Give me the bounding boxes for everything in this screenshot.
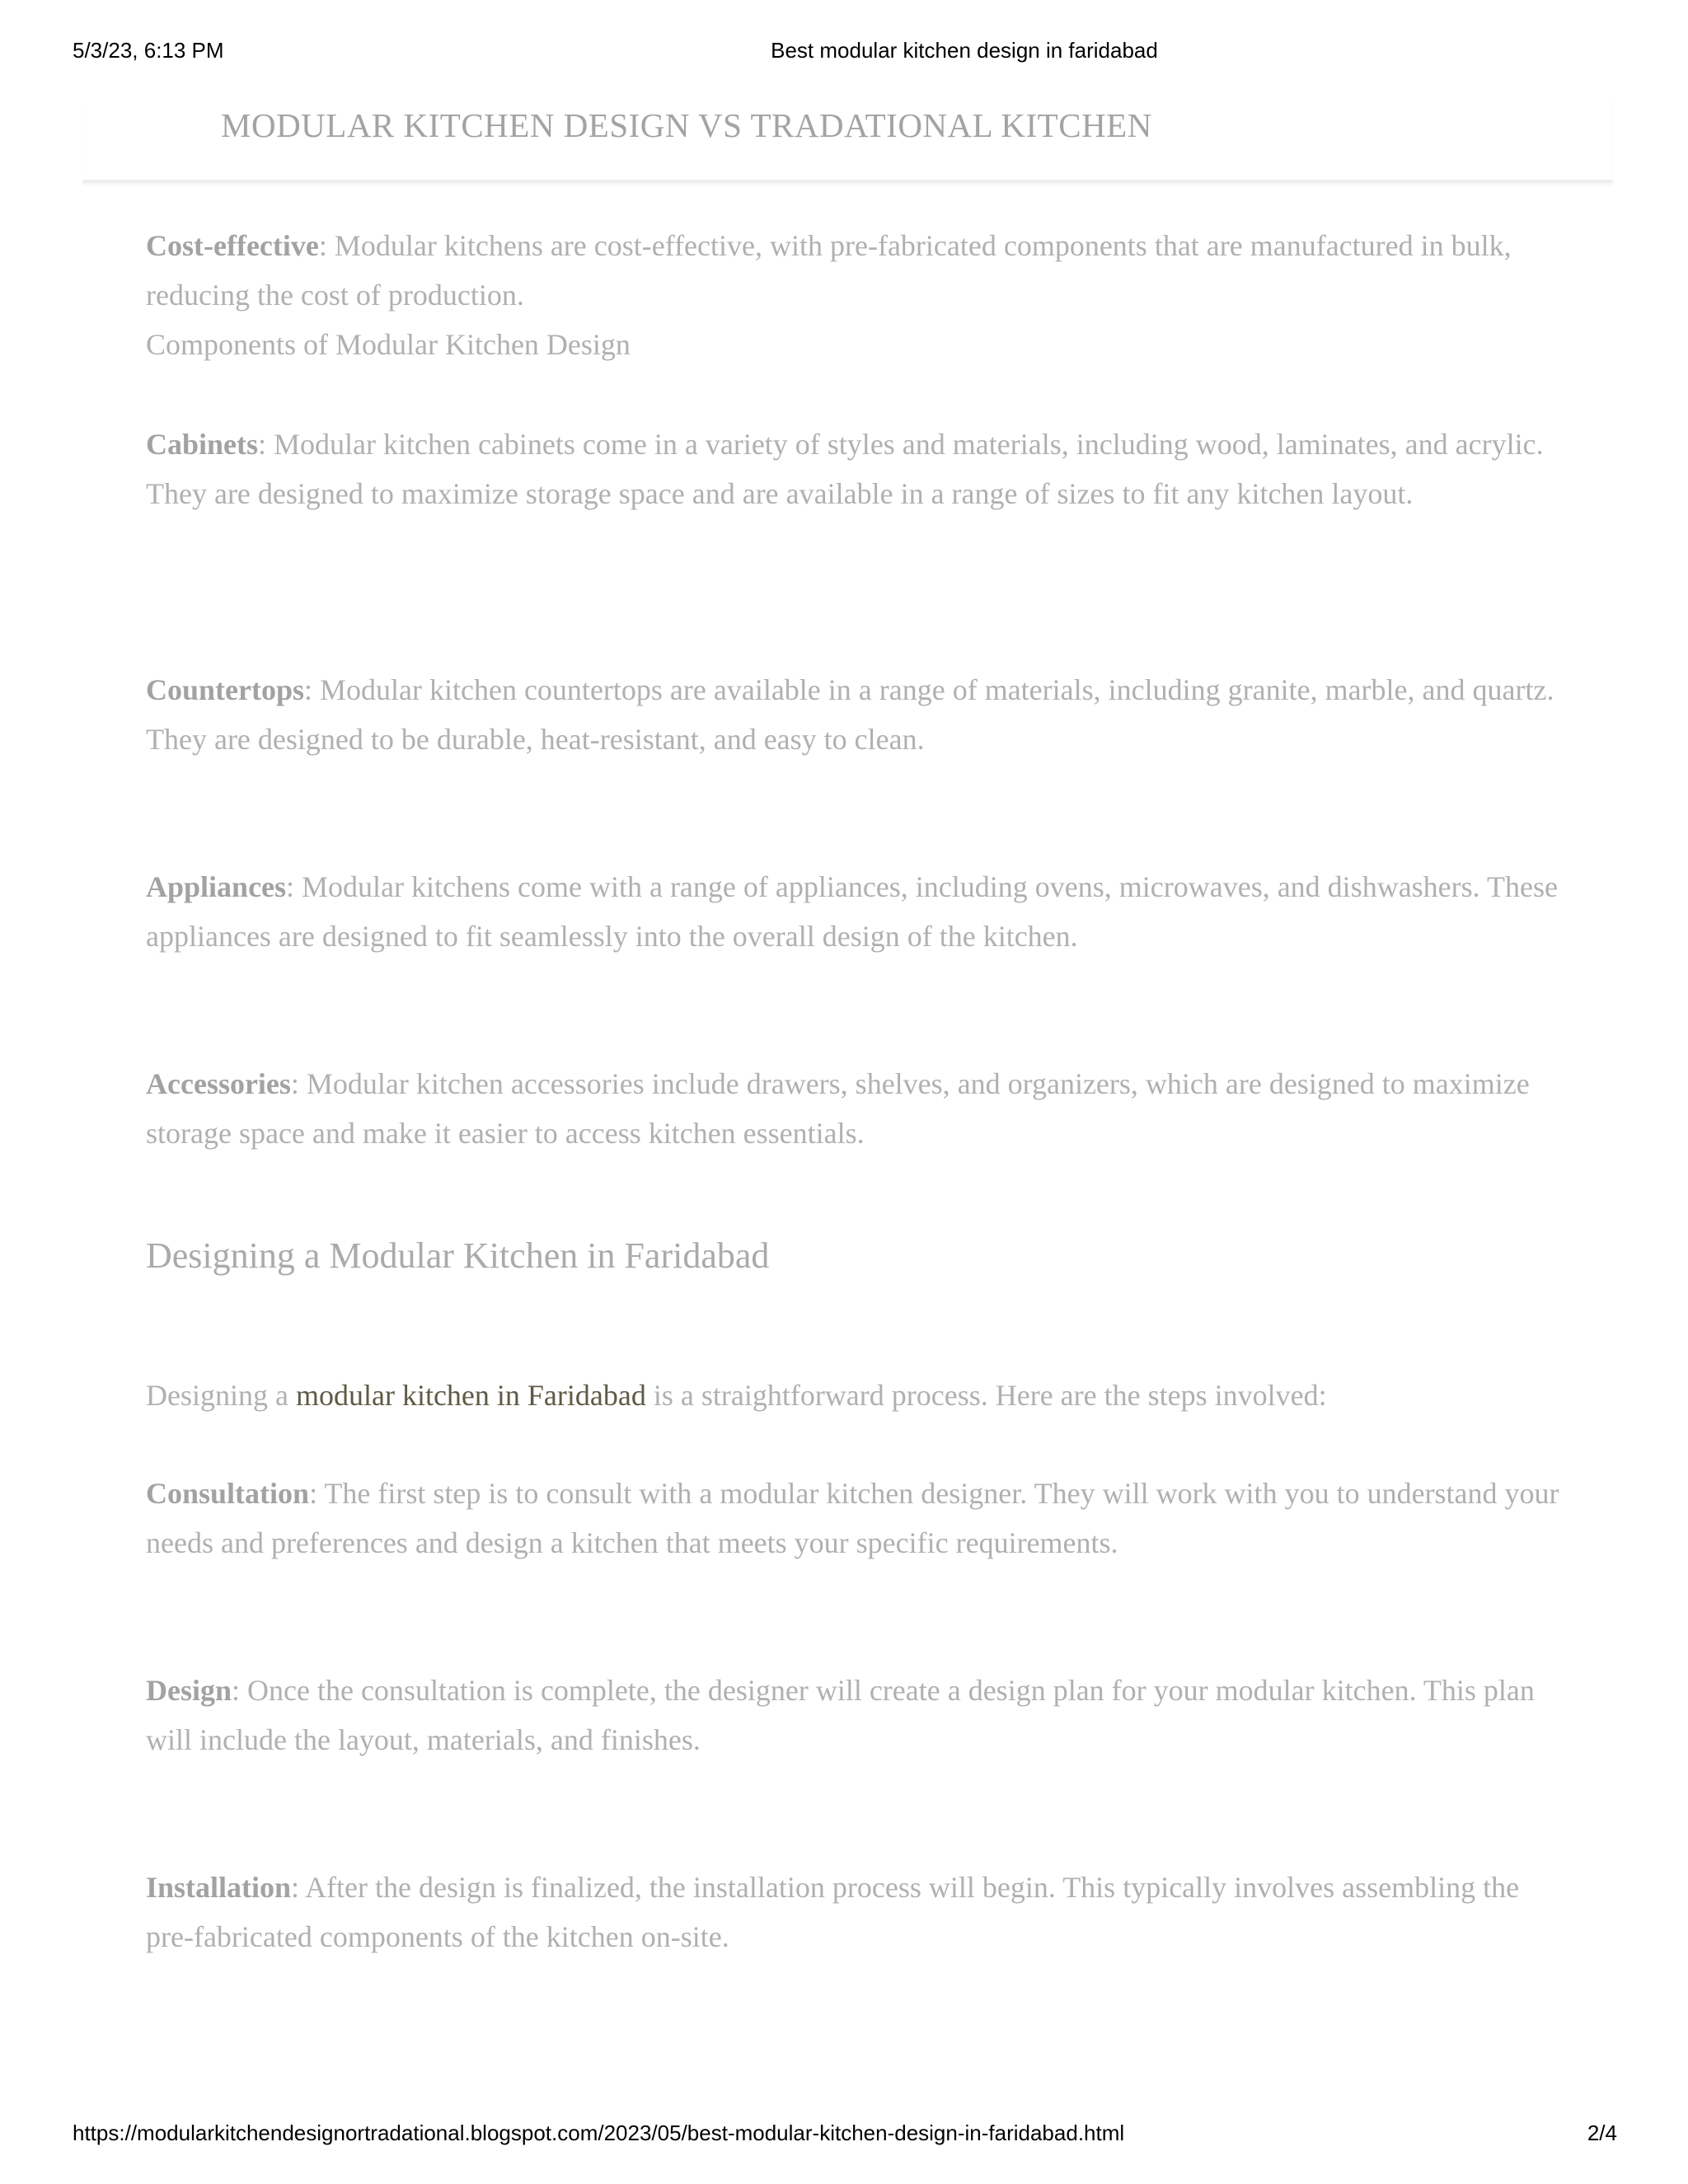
installation-term: Installation: [146, 1871, 292, 1904]
designing-intro-paragraph: [146, 1371, 1564, 1420]
design-text: : Once the consultation is complete, the designer will create a design plan for your modular kitchen. This plan will include the layout, materials, and finishes.: [146, 1674, 1535, 1756]
print-header: [0, 38, 1688, 71]
appliances-text: : Modular kitchens come with a range of appliances, including ovens, microwaves, and dishwashers. These appliances are designed to fit seamlessly into the overall design of the kitchen.: [146, 870, 1558, 953]
modular-kitchen-faridabad-link[interactable]: modular kitchen in Faridabad: [295, 1379, 646, 1412]
cost-effective-section: [146, 221, 1564, 369]
site-header: [82, 99, 1612, 183]
design-section: [146, 1666, 1564, 1765]
installation-paragraph: [146, 1863, 1564, 1961]
cabinets-term: Cabinets: [146, 428, 259, 461]
consultation-text: : The first step is to consult with a modular kitchen designer. They will work with you to understand your needs and preferences and design a kitchen that meets your specific requirements.: [146, 1477, 1559, 1559]
designing-intro-section: [146, 1371, 1564, 1420]
components-heading: Components of Modular Kitchen Design: [146, 328, 631, 361]
cost-effective-text: : Modular kitchens are cost-effective, with pre-fabricated components that are manufactured in bulk, reducing the cost of production.: [146, 229, 1512, 312]
countertops-paragraph: [146, 665, 1564, 764]
cabinets-paragraph: [146, 419, 1564, 518]
design-paragraph: [146, 1666, 1564, 1765]
cost-effective-paragraph: [146, 221, 1564, 320]
print-datetime: 5/3/23, 6:13 PM: [73, 38, 224, 63]
installation-text: : After the design is finalized, the installation process will begin. This typically involves assembling the pre-fabricated components of the kitchen on-site.: [146, 1871, 1520, 1953]
accessories-term: Accessories: [146, 1067, 291, 1100]
accessories-text: : Modular kitchen accessories include drawers, shelves, and organizers, which are designed to maximize storage space and make it easier to access kitchen essentials.: [146, 1067, 1530, 1150]
designing-heading: Designing a Modular Kitchen in Faridabad: [146, 1235, 770, 1276]
site-title-link[interactable]: MODULAR KITCHEN DESIGN VS TRADATIONAL KITCHEN: [221, 106, 1152, 144]
cabinets-section: [146, 419, 1564, 518]
accessories-paragraph: [146, 1059, 1564, 1158]
design-term: Design: [146, 1674, 232, 1707]
accessories-section: [146, 1059, 1564, 1158]
print-page-title: Best modular kitchen design in faridabad: [771, 38, 1158, 63]
designing-intro-before: Designing a: [146, 1379, 296, 1412]
appliances-paragraph: [146, 862, 1564, 961]
appliances-term: Appliances: [146, 870, 287, 903]
designing-intro-after: is a straightforward process. Here are the steps involved:: [645, 1379, 1327, 1412]
appliances-section: [146, 862, 1564, 961]
countertops-section: [146, 665, 1564, 764]
countertops-text: : Modular kitchen countertops are available in a range of materials, including granite, marble, and quartz. They are designed to be durable, heat-resistant, and easy to clean.: [146, 673, 1554, 756]
print-page-number: 2/4: [1587, 2121, 1617, 2145]
consultation-term: Consultation: [146, 1477, 310, 1510]
countertops-term: Countertops: [146, 673, 305, 706]
consultation-paragraph: [146, 1469, 1564, 1568]
cost-effective-term: Cost-effective: [146, 229, 319, 262]
print-url: https://modularkitchendesignortradational.blogspot.com/2023/05/best-modular-kitchen-design-in-faridabad.html: [73, 2121, 1125, 2145]
cabinets-text: : Modular kitchen cabinets come in a variety of styles and materials, including wood, laminates, and acrylic. They are designed to maximize storage space and are available in a range of sizes to fit any kitchen layout.: [146, 428, 1544, 510]
consultation-section: [146, 1469, 1564, 1568]
installation-section: [146, 1863, 1564, 1961]
print-footer: [0, 2121, 1688, 2154]
